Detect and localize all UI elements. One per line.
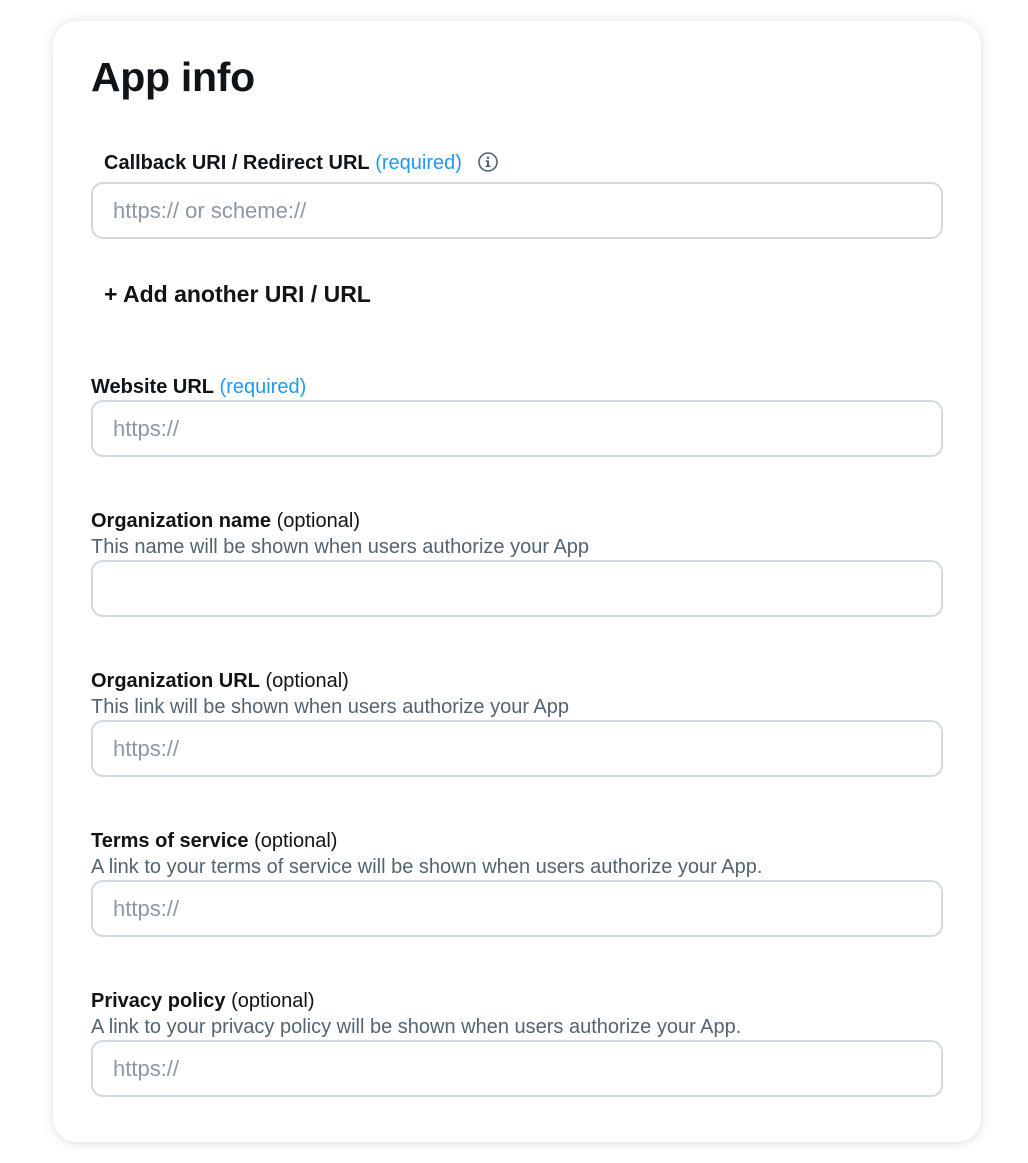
terms-of-service-input[interactable] <box>91 880 943 937</box>
terms-of-service-help: A link to your terms of service will be shown when users authorize your App. <box>91 856 763 878</box>
website-url-label <box>91 375 306 399</box>
info-icon[interactable] <box>477 151 499 173</box>
add-another-uri-button[interactable]: + Add another URI / URL <box>104 281 371 307</box>
required-tag: (required) <box>219 376 307 398</box>
privacy-policy-label <box>91 989 314 1013</box>
organization-url-help: This link will be shown when users authorize your App <box>91 696 570 718</box>
organization-name-label-text: Organization name <box>91 510 272 532</box>
website-url-label-text: Website URL <box>91 376 214 398</box>
website-url-input[interactable] <box>91 400 943 457</box>
privacy-policy-help: A link to your privacy policy will be shown when users authorize your App. <box>91 1016 742 1038</box>
privacy-policy-label-text: Privacy policy <box>91 990 226 1012</box>
optional-tag: (optional) <box>231 990 315 1012</box>
page-title: App info <box>91 54 255 100</box>
callback-url-label-text: Callback URI / Redirect URL <box>104 152 370 174</box>
optional-tag: (optional) <box>254 830 338 852</box>
privacy-policy-input[interactable] <box>91 1040 943 1097</box>
terms-of-service-label <box>91 829 337 853</box>
organization-url-label-text: Organization URL <box>91 670 260 692</box>
optional-tag: (optional) <box>265 670 349 692</box>
callback-url-label <box>104 151 499 175</box>
optional-tag: (optional) <box>276 510 360 532</box>
app-info-card <box>53 21 981 1142</box>
callback-url-input[interactable] <box>91 182 943 239</box>
organization-url-input[interactable] <box>91 720 943 777</box>
required-tag: (required) <box>375 152 462 174</box>
organization-name-help: This name will be shown when users authorize your App <box>91 536 590 558</box>
organization-name-label <box>91 509 360 533</box>
organization-name-input[interactable] <box>91 560 943 617</box>
organization-url-label <box>91 669 349 693</box>
terms-of-service-label-text: Terms of service <box>91 830 249 852</box>
